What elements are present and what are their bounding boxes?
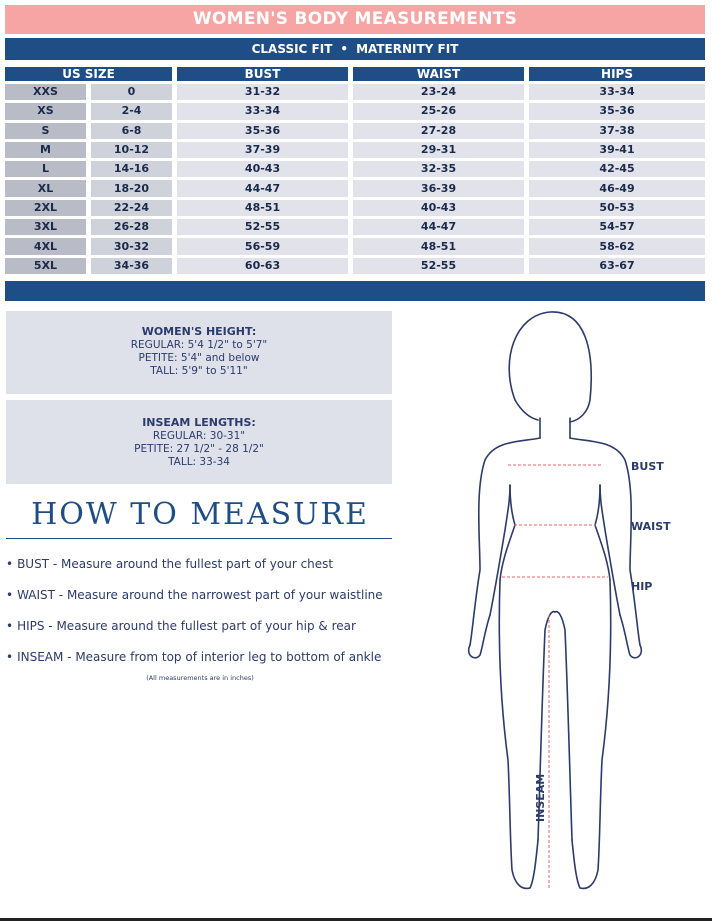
hips-value: 50-53 — [529, 200, 705, 216]
size-number: 22-24 — [91, 200, 177, 216]
table-row — [5, 180, 705, 196]
list-item — [6, 618, 406, 649]
height-tall: TALL: 5'9" to 5'11" — [150, 365, 248, 377]
hips-value: 54-57 — [529, 219, 705, 235]
table-row — [5, 258, 705, 274]
size-number: 0 — [91, 84, 177, 100]
label-inseam: INSEAM — [534, 773, 547, 822]
bust-value: 48-51 — [177, 200, 353, 216]
measure-instructions — [6, 556, 406, 680]
size-number: 14-16 — [91, 161, 177, 177]
size-number: 30-32 — [91, 238, 177, 254]
body-outline — [430, 300, 712, 910]
table-footer-bar — [5, 281, 705, 301]
table-row — [5, 84, 705, 100]
size-label: 4XL — [5, 238, 91, 254]
header-waist: WAIST — [353, 67, 529, 81]
label-hip: HIP — [631, 580, 653, 593]
table-row — [5, 200, 705, 216]
hips-value: 33-34 — [529, 84, 705, 100]
table-header-row — [5, 67, 705, 81]
label-waist: WAIST — [631, 520, 671, 533]
inseam-tall: TALL: 33-34 — [168, 456, 230, 468]
size-label: M — [5, 142, 91, 158]
size-label: 2XL — [5, 200, 91, 216]
table-row — [5, 238, 705, 254]
size-label: XXS — [5, 84, 91, 100]
section-divider — [6, 538, 392, 539]
bust-value: 52-55 — [177, 219, 353, 235]
bust-value: 56-59 — [177, 238, 353, 254]
hips-value: 46-49 — [529, 180, 705, 196]
hips-value: 39-41 — [529, 142, 705, 158]
how-to-measure-title: HOW TO MEASURE — [31, 497, 369, 532]
hips-value: 58-62 — [529, 238, 705, 254]
size-label: XL — [5, 180, 91, 196]
size-label: S — [5, 123, 91, 139]
instruction-inseam: INSEAM - Measure from top of interior leg to bottom of ankle — [17, 650, 382, 664]
instruction-waist: WAIST - Measure around the narrowest part of your waistline — [17, 588, 383, 602]
instruction-bust: BUST - Measure around the fullest part of your chest — [17, 557, 334, 571]
table-row — [5, 142, 705, 158]
hips-value: 42-45 — [529, 161, 705, 177]
instruction-hips: HIPS - Measure around the fullest part of your hip & rear — [17, 619, 356, 633]
list-item — [6, 556, 406, 587]
bust-value: 44-47 — [177, 180, 353, 196]
size-number: 26-28 — [91, 219, 177, 235]
fit-bar — [5, 38, 705, 60]
height-heading: WOMEN'S HEIGHT: — [141, 325, 257, 338]
header-hips: HIPS — [529, 67, 705, 81]
inseam-regular: REGULAR: 30-31" — [152, 430, 246, 442]
height-petite: PETITE: 5'4" and below — [138, 352, 260, 364]
size-number: 2-4 — [91, 103, 177, 119]
waist-value: 25-26 — [353, 103, 529, 119]
bust-value: 35-36 — [177, 123, 353, 139]
size-number: 34-36 — [91, 258, 177, 274]
table-row — [5, 123, 705, 139]
size-number: 6-8 — [91, 123, 177, 139]
waist-value: 44-47 — [353, 219, 529, 235]
bullet: • — [6, 619, 14, 633]
bullet: • — [6, 557, 14, 571]
bust-value: 37-39 — [177, 142, 353, 158]
size-number: 10-12 — [91, 142, 177, 158]
inseam-heading: INSEAM LENGTHS: — [142, 416, 256, 429]
table-row — [5, 103, 705, 119]
waist-value: 23-24 — [353, 84, 529, 100]
waist-value: 27-28 — [353, 123, 529, 139]
bust-value: 31-32 — [177, 84, 353, 100]
hips-value: 35-36 — [529, 103, 705, 119]
size-chart-table — [5, 64, 705, 277]
body-figure-illustration — [430, 300, 712, 910]
bullet: • — [6, 588, 14, 602]
hips-value: 63-67 — [529, 258, 705, 274]
size-label: L — [5, 161, 91, 177]
header-bust: BUST — [177, 67, 353, 81]
size-label: 3XL — [5, 219, 91, 235]
page-title: WOMEN'S BODY MEASUREMENTS — [5, 5, 705, 34]
height-info-box — [6, 311, 392, 394]
waist-value: 52-55 — [353, 258, 529, 274]
bust-value: 60-63 — [177, 258, 353, 274]
table-row — [5, 161, 705, 177]
list-item — [6, 587, 406, 618]
hips-value: 37-38 — [529, 123, 705, 139]
size-number: 18-20 — [91, 180, 177, 196]
table-row — [5, 219, 705, 235]
waist-value: 36-39 — [353, 180, 529, 196]
fit-separator: • — [340, 42, 349, 56]
label-bust: BUST — [631, 460, 664, 473]
fit-maternity: MATERNITY FIT — [356, 42, 459, 56]
waist-value: 32-35 — [353, 161, 529, 177]
size-label: 5XL — [5, 258, 91, 274]
fit-classic: CLASSIC FIT — [251, 42, 333, 56]
waist-value: 40-43 — [353, 200, 529, 216]
height-regular: REGULAR: 5'4 1/2" to 5'7" — [130, 339, 268, 351]
waist-value: 48-51 — [353, 238, 529, 254]
bust-value: 40-43 — [177, 161, 353, 177]
units-note: (All measurements are in inches) — [146, 674, 254, 682]
inseam-petite: PETITE: 27 1/2" - 28 1/2" — [134, 443, 264, 455]
bust-value: 33-34 — [177, 103, 353, 119]
inseam-info-box — [6, 400, 392, 484]
header-us-size: US SIZE — [5, 67, 177, 81]
size-label: XS — [5, 103, 91, 119]
waist-value: 29-31 — [353, 142, 529, 158]
bullet: • — [6, 650, 14, 664]
